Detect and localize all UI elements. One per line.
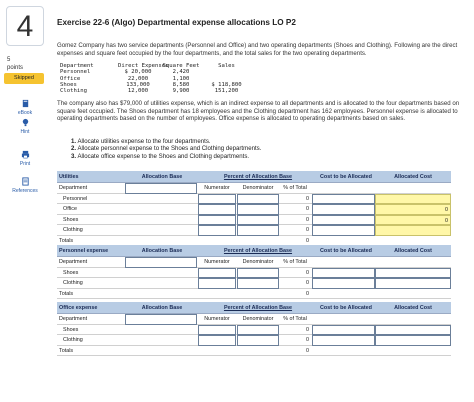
- totals-row: Totals 0: [57, 346, 451, 357]
- section-title: Utilities: [59, 174, 79, 180]
- denominator-input[interactable]: [237, 204, 279, 215]
- allocated-cost-input[interactable]: [375, 225, 451, 236]
- department-data-table: [60, 63, 249, 94]
- denominator-input[interactable]: [237, 268, 279, 279]
- table-row: Shoes 0 0: [57, 215, 451, 226]
- body-text: The company also has $79,000 of utilities expense, which is an indirect expense to all departments and is allocated to the four departments based on square feet occupied. The Shoes department has 18 employees and the Clothing department has 162 employees. Personnel expense is allocated to operating departments based on the number of employees. Office expense is allocated to operating departments based on sales.: [57, 100, 460, 123]
- numerator-input[interactable]: [198, 325, 236, 336]
- column-subheader-row: Department Numerator Denominator % of Total: [57, 257, 451, 268]
- table-row: Clothing 0: [57, 278, 451, 289]
- office-header-row: Office expense Allocation Base Percent of Allocation Base Cost to be Allocated Allocated Cost: [57, 302, 451, 314]
- allocation-base-input[interactable]: [125, 257, 197, 268]
- denominator-input[interactable]: [237, 215, 279, 226]
- references-icon: [21, 177, 30, 186]
- left-rail: [0, 0, 50, 402]
- numerator-input[interactable]: [198, 278, 236, 289]
- allocated-cost-input[interactable]: [375, 278, 451, 289]
- status-badge: Skipped: [4, 73, 44, 84]
- hint-icon: [21, 118, 30, 127]
- ebook-label: eBook: [17, 110, 33, 116]
- points: [7, 56, 23, 72]
- cost-input[interactable]: [312, 278, 375, 289]
- print-icon: [21, 150, 30, 159]
- numerator-input[interactable]: [198, 215, 236, 226]
- totals-row: Totals 0: [57, 289, 451, 300]
- cost-input[interactable]: [312, 268, 375, 279]
- allocation-base-input[interactable]: [125, 183, 197, 194]
- table-row: Shoes 0: [57, 325, 451, 336]
- numerator-input[interactable]: [198, 204, 236, 215]
- allocated-cost-input[interactable]: [375, 325, 451, 336]
- ebook-button[interactable]: [4, 99, 46, 116]
- allocated-cost-input[interactable]: [375, 335, 451, 346]
- denominator-input[interactable]: [237, 278, 279, 289]
- points-label: points: [7, 65, 24, 71]
- print-label: Print: [19, 161, 31, 167]
- numerator-input[interactable]: [198, 225, 236, 236]
- utilities-header-row: Utilities Allocation Base Percent of Allocation Base Cost to be Allocated Allocated Cost: [57, 171, 451, 183]
- denominator-input[interactable]: [237, 325, 279, 336]
- instruction-item: 1. Allocate utilities expense to the four departments.: [71, 138, 211, 145]
- numerator-input[interactable]: [198, 268, 236, 279]
- cost-input[interactable]: [312, 335, 375, 346]
- personnel-header-row: Personnel expense Allocation Base Percent of Allocation Base Cost to be Allocated Allocated Cost: [57, 245, 451, 257]
- personnel-table: [57, 245, 451, 299]
- cost-input[interactable]: [312, 225, 375, 236]
- allocated-cost-input[interactable]: 0: [375, 204, 451, 215]
- table-row: Clothing 0: [57, 335, 451, 346]
- section-title: Personnel expense: [59, 248, 109, 254]
- cost-input[interactable]: [312, 325, 375, 336]
- denominator-input[interactable]: [237, 335, 279, 346]
- cost-input[interactable]: [312, 204, 375, 215]
- dept-table-row: Clothing 12,000 9,900 151,200: [60, 88, 239, 95]
- instruction-item: 3. Allocate office expense to the Shoes and Clothing departments.: [71, 152, 250, 160]
- book-icon: [21, 99, 30, 108]
- dept-table-header: Department Direct Expenses Square Feet Sales: [60, 63, 235, 69]
- dept-table-row: Personnel $ 20,000 2,420: [60, 69, 190, 76]
- dept-table-row: Shoes 133,000 8,580 $ 118,800: [60, 81, 242, 88]
- numerator-input[interactable]: [198, 194, 236, 205]
- allocated-cost-input[interactable]: [375, 268, 451, 279]
- question-number: 4: [6, 6, 44, 46]
- table-row: Clothing 0: [57, 225, 451, 236]
- instruction-list: [71, 138, 261, 160]
- table-row: Office 0 0: [57, 204, 451, 215]
- cost-input[interactable]: [312, 194, 375, 205]
- allocated-cost-input[interactable]: 0: [375, 215, 451, 226]
- office-table: [57, 302, 451, 356]
- page-title: Exercise 22-6 (Algo) Departmental expense allocations LO P2: [57, 18, 296, 27]
- allocated-cost-input[interactable]: [375, 194, 451, 205]
- hint-button[interactable]: [4, 118, 46, 135]
- references-label: References: [12, 188, 38, 194]
- denominator-input[interactable]: [237, 225, 279, 236]
- references-button[interactable]: [4, 177, 46, 194]
- hint-label: Hint: [20, 129, 30, 135]
- table-row: Personnel 0: [57, 194, 451, 205]
- allocation-base-input[interactable]: [125, 314, 197, 325]
- print-button[interactable]: [4, 150, 46, 167]
- intro-text: Gomez Company has two service departments (Personnel and Office) and two operating departments (Shoes and Clothing). Following are the direct expenses and square feet occupied by the four departments, and the total sales for the two operating departments.: [57, 42, 458, 57]
- denominator-input[interactable]: [237, 194, 279, 205]
- totals-row: Totals 0: [57, 236, 451, 247]
- utilities-table: [57, 171, 451, 246]
- numerator-input[interactable]: [198, 335, 236, 346]
- points-value: 5: [7, 57, 11, 63]
- column-subheader-row: Department Numerator Denominator % of Total: [57, 314, 451, 325]
- column-subheader-row: Department Numerator Denominator % of Total: [57, 183, 451, 194]
- section-title: Office expense: [59, 305, 98, 311]
- instruction-item: 2. Allocate personnel expense to the Shoes and Clothing departments.: [71, 145, 262, 153]
- cost-input[interactable]: [312, 215, 375, 226]
- dept-table-row: Office 22,000 1,100: [60, 75, 190, 82]
- table-row: Shoes 0: [57, 268, 451, 279]
